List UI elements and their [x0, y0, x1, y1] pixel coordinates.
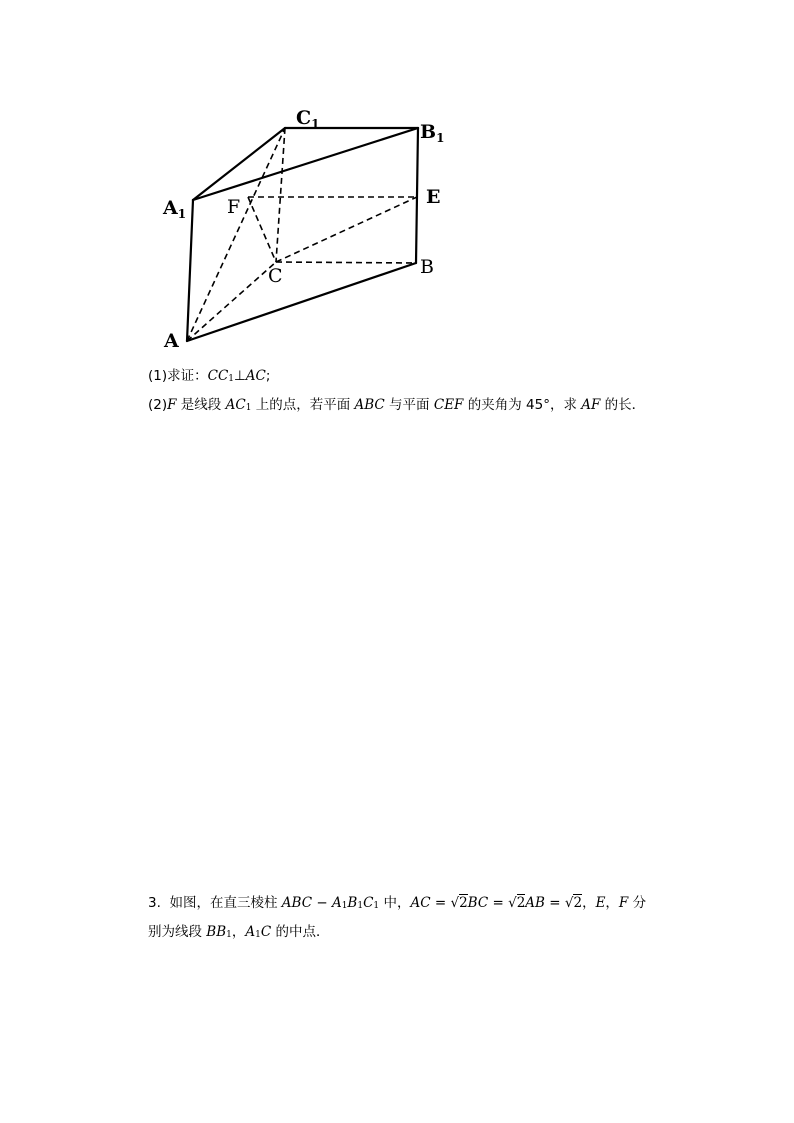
edge-CE — [276, 197, 417, 262]
label-B: B — [420, 256, 434, 278]
question-2-part-1: (1)求证：CC1⊥AC; — [148, 368, 271, 384]
label-A: A — [164, 330, 179, 352]
edge-B1B — [416, 128, 418, 263]
edge-A1C1 — [193, 128, 285, 200]
prism-diagram — [150, 100, 460, 355]
edge-C1C — [276, 128, 285, 262]
label-F: F — [227, 196, 241, 218]
edge-FC — [248, 197, 276, 262]
prism-figure — [150, 100, 460, 355]
edge-CB — [276, 262, 416, 263]
question-2-part-2: (2)F 是线段 AC1 上的点，若平面 ABC 与平面 CEF 的夹角为 45°，求 AF 的长． — [148, 397, 646, 413]
label-B1: $B_1$ — [420, 121, 445, 145]
edge-A1B1 — [193, 128, 418, 200]
label-C: C — [268, 265, 283, 287]
edge-AC — [187, 262, 276, 341]
label-C1: $C_1$ — [296, 107, 320, 131]
question-3-line-2: 别为线段 BB1，A1C 的中点． — [148, 924, 330, 940]
edge-AB — [187, 263, 416, 341]
edge-AA1 — [187, 200, 193, 341]
label-E: E — [426, 186, 441, 208]
question-3-line-1: 3. 如图，在直三棱柱 ABC − A1B1C1 中，AC = √2BC = √2AB = √2，E，F 分 — [148, 895, 647, 911]
label-A1: $A_1$ — [163, 197, 187, 221]
edge-AC1 — [187, 128, 285, 341]
question-number: 3. — [148, 895, 161, 911]
